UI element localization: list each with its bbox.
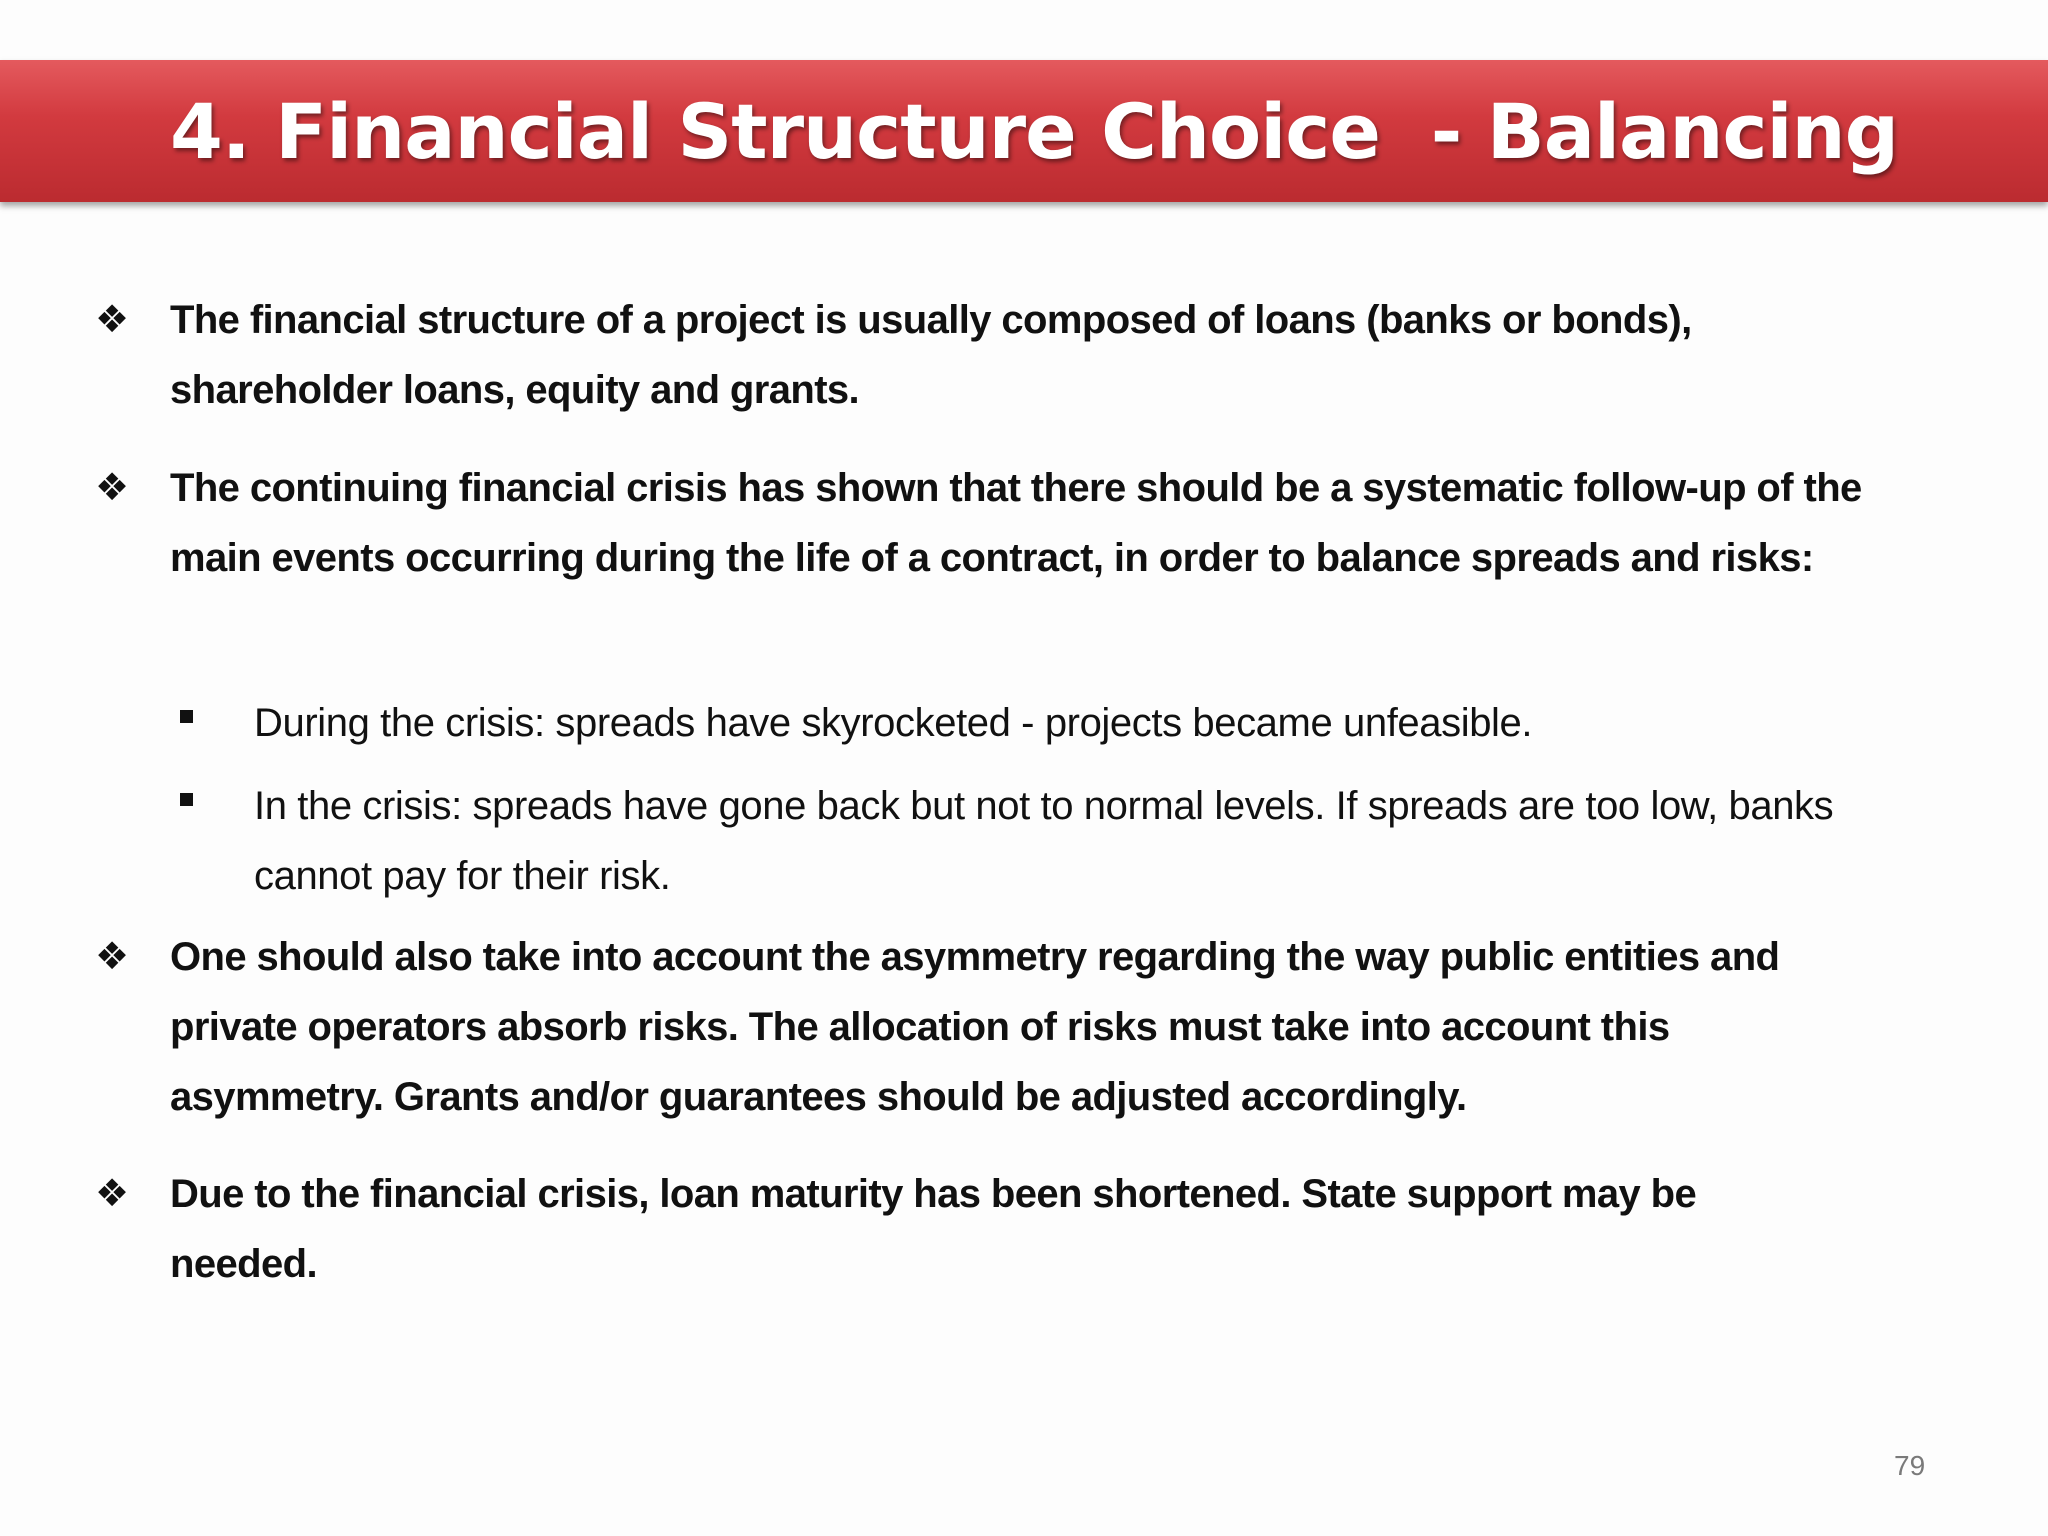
four-diamond-bullet-icon: ❖ [95,1173,130,1215]
square-bullet-icon [180,793,193,806]
bullet-text: Due to the financial crisis, loan maturity has been shortened. State support may be needed. [170,1172,1697,1286]
four-diamond-bullet-icon: ❖ [95,467,130,509]
four-diamond-bullet-icon: ❖ [95,299,130,341]
sub-bullet-text: In the crisis: spreads have gone back but not to normal levels. If spreads are too low, banks cannot pay for their risk. [254,784,1834,898]
square-bullet-icon [180,710,193,723]
bullet-text: The financial structure of a project is usually composed of loans (banks or bonds), shareholder loans, equity and grants. [170,298,1692,412]
bullet-text: One should also take into account the asymmetry regarding the way public entities and private operators absorb risks. The allocation of risks must take into account this asymmetry. Grants and/or guarantees should be adjusted accordingly. [170,935,1780,1119]
sub-bullet-text: During the crisis: spreads have skyrocketed - projects became unfeasible. [254,701,1533,745]
page-number: 79 [1894,1450,1926,1481]
bullet-text: The continuing financial crisis has shown that there should be a systematic follow-up of the main events occurring during the life of a contract, in order to balance spreads and risks: [170,466,1862,580]
slide-title: 4. Financial Structure Choice - Balancing [169,86,1899,176]
four-diamond-bullet-icon: ❖ [95,936,130,978]
